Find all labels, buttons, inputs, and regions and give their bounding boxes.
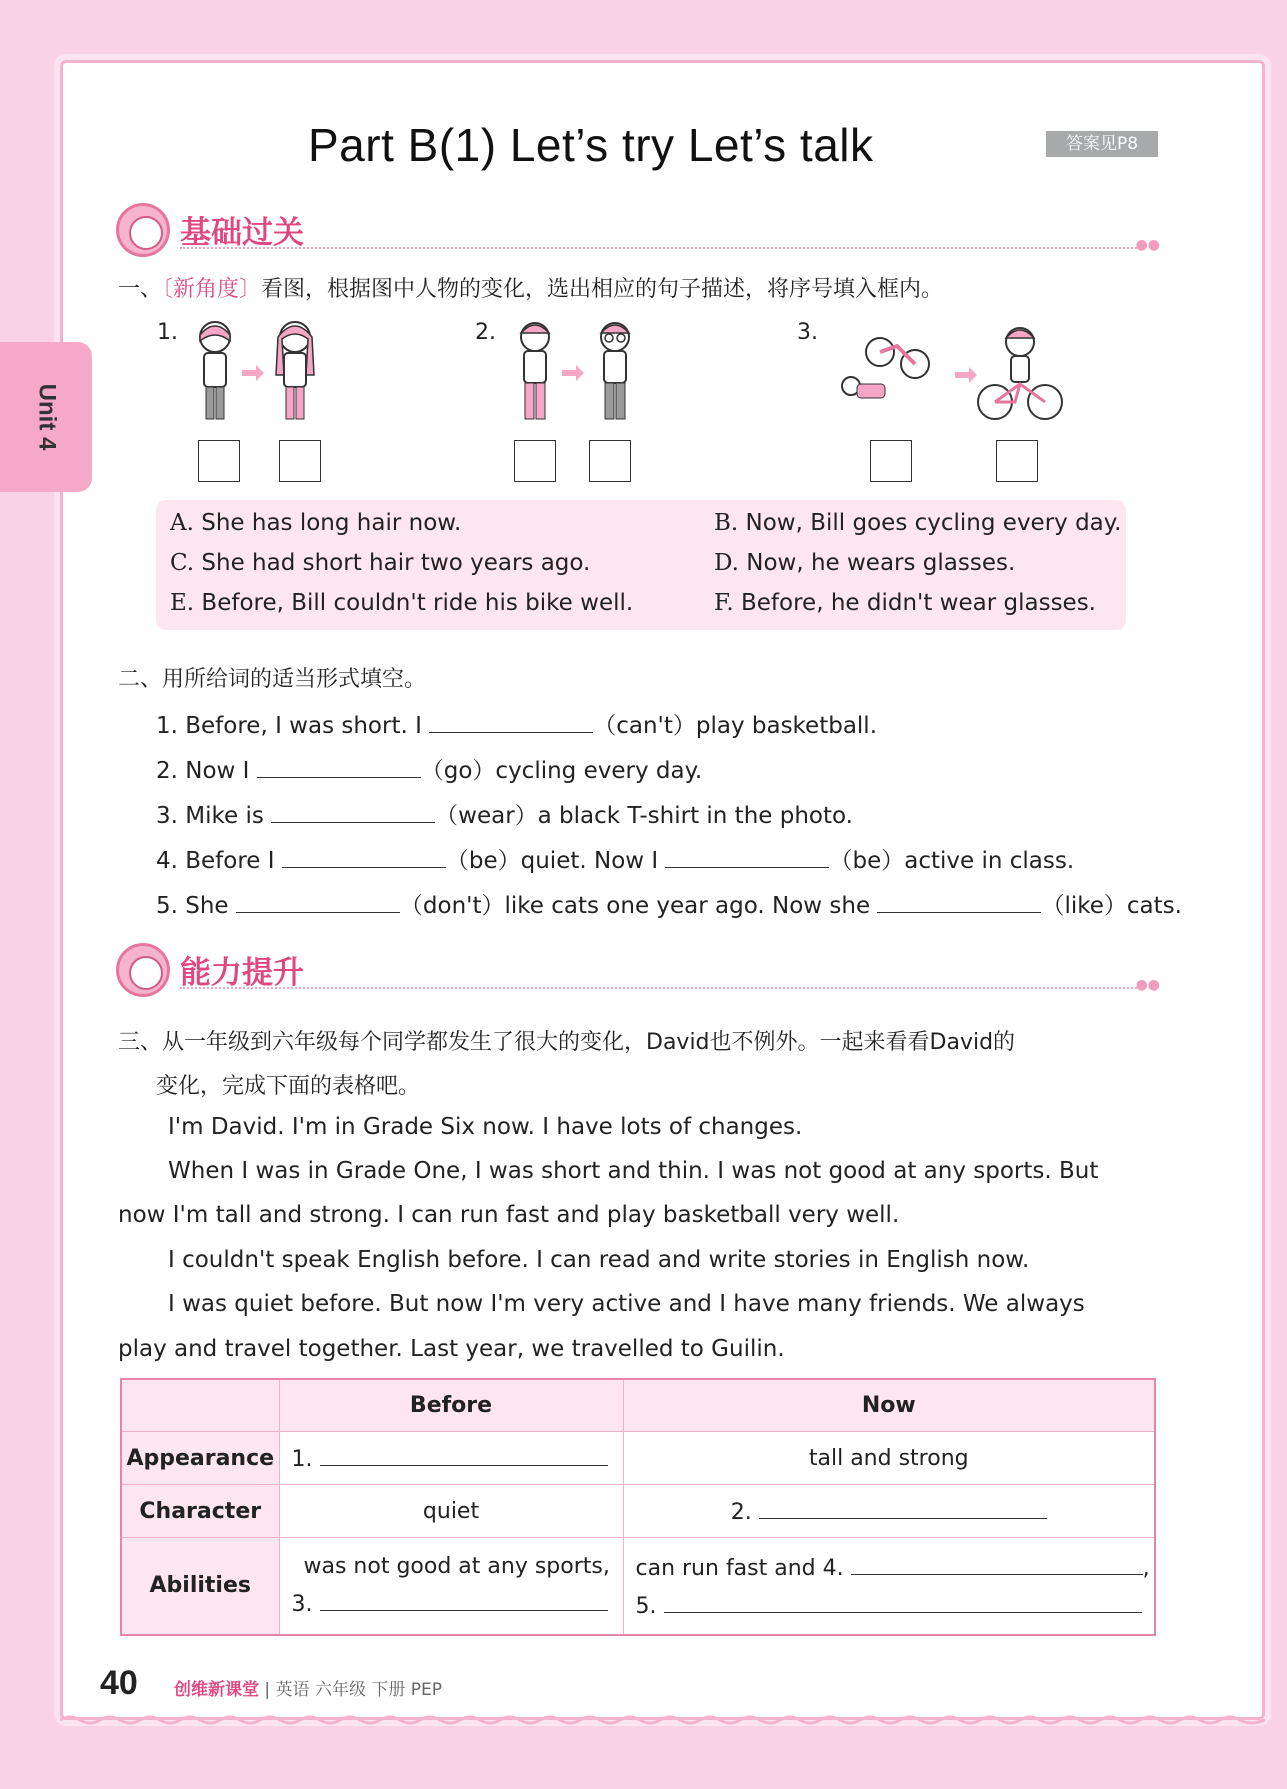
boy-glasses-figure (601, 323, 629, 419)
character-now-cell: 2. (623, 1485, 1155, 1538)
section-header-basic (116, 203, 1160, 259)
passage-line-5: I was quiet before. But now I'm very active and I have many friends. We always (168, 1291, 1085, 1317)
page-title: Part B(1) Let’s try Let’s talk (308, 119, 874, 171)
column-header-before: Before (279, 1379, 623, 1432)
section-label: 能力提升 (180, 955, 304, 991)
decorative-dots-icon: ●● (1135, 977, 1160, 993)
table-row (121, 1485, 1155, 1538)
unit-tab-label: Unit 4 (32, 383, 60, 451)
answer-blank[interactable] (851, 1553, 1143, 1575)
fill-item-5: 5. She （don't）like cats one year ago. Now she （like）cats. (156, 893, 1182, 919)
character-before-cell: quiet (279, 1485, 623, 1538)
passage-line-1: I'm David. I'm in Grade Six now. I have lots of changes. (168, 1114, 803, 1140)
footer-brand: 创维新课堂 (174, 1680, 259, 1700)
answer-box-3b[interactable] (996, 440, 1038, 482)
row-header-character: Character (121, 1485, 279, 1538)
answer-box-3a[interactable] (870, 440, 912, 482)
passage-line-3: now I'm tall and strong. I can run fast and play basketball very well. (118, 1202, 900, 1228)
section-divider (180, 987, 1140, 989)
picture-number-2: 2. (475, 320, 496, 345)
mascot-badge (116, 943, 170, 997)
answer-reference-badge: 答案见P8 (1046, 131, 1158, 157)
answer-blank[interactable] (236, 891, 400, 913)
column-header-now: Now (623, 1379, 1155, 1432)
fill-item-1: 1. Before, I was short. I （can't）play basketball. (156, 713, 878, 739)
table-corner-cell (121, 1379, 279, 1432)
decorative-dots-icon: ●● (1135, 237, 1160, 253)
footer-details: | 英语 六年级 下册 PEP (264, 1680, 442, 1700)
picture-bill-cycling-change (835, 322, 1065, 427)
wavy-border-bottom (60, 1714, 1265, 1726)
answer-blank[interactable] (664, 1591, 1142, 1613)
question-3-instruction-line2: 变化，完成下面的表格吧。 (156, 1074, 421, 1099)
answer-box-2a[interactable] (514, 440, 556, 482)
footer-info (174, 1675, 442, 1700)
girl-short-hair-figure (200, 322, 230, 419)
mascot-face-icon (129, 956, 163, 990)
row-header-appearance: Appearance (121, 1432, 279, 1485)
fill-item-3: 3. Mike is （wear）a black T-shirt in the photo. (156, 803, 853, 829)
question-1-instruction (118, 272, 943, 303)
fill-item-4: 4. Before I （be）quiet. Now I （be）active in class. (156, 848, 1075, 874)
table-row (121, 1432, 1155, 1485)
question-3-instruction-line1: 三、从一年级到六年级每个同学都发生了很大的变化，David也不例外。一起来看看David的 (118, 1030, 1016, 1055)
answer-blank[interactable] (665, 846, 829, 868)
answer-blank[interactable] (759, 1497, 1047, 1519)
answer-blank[interactable] (282, 846, 446, 868)
picture-girl-hair-change (190, 315, 330, 435)
arrow-right-icon (562, 365, 584, 381)
answer-box-1b[interactable] (279, 440, 321, 482)
question-tag: 〔新角度〕 (162, 277, 262, 302)
answer-blank[interactable] (320, 1444, 608, 1466)
answer-blank[interactable] (271, 801, 435, 823)
question-2-instruction: 二、用所给词的适当形式填空。 (118, 667, 427, 692)
picture-boy-glasses-change (510, 315, 650, 435)
row-header-abilities: Abilities (121, 1537, 279, 1635)
answer-blank[interactable] (429, 711, 593, 733)
appearance-before-cell: 1. (279, 1432, 623, 1485)
arrow-right-icon (242, 365, 264, 381)
passage-line-4: I couldn't speak English before. I can read and write stories in English now. (168, 1247, 1030, 1273)
answer-blank[interactable] (257, 756, 421, 778)
answer-blank[interactable] (877, 891, 1041, 913)
changes-table (120, 1378, 1156, 1636)
passage-line-6: play and travel together. Last year, we travelled to Guilin. (118, 1336, 785, 1362)
section-header-advanced (116, 943, 1160, 999)
answer-blank[interactable] (320, 1589, 608, 1611)
section-label: 基础过关 (180, 215, 304, 251)
question-text: 看图，根据图中人物的变化，选出相应的句子描述，将序号填入框内。 (261, 277, 944, 302)
appearance-now-cell: tall and strong (623, 1432, 1155, 1485)
passage-line-2: When I was in Grade One, I was short and thin. I was not good at any sports. But (168, 1158, 1099, 1184)
question-number: 一、 (118, 277, 163, 302)
mascot-face-icon (129, 216, 163, 250)
option-b: B. Now, Bill goes cycling every day. (714, 510, 1122, 536)
girl-long-hair-figure (276, 322, 314, 419)
boy-cycling-figure (978, 328, 1062, 419)
answer-box-1a[interactable] (198, 440, 240, 482)
page-number: 40 (100, 1664, 138, 1702)
option-e: E. Before, Bill couldn't ride his bike well. (170, 590, 634, 616)
table-row (121, 1537, 1155, 1635)
unit-side-tab (0, 342, 92, 492)
fallen-bike-figure (842, 338, 929, 398)
picture-number-1: 1. (157, 320, 178, 345)
option-c: C. She had short hair two years ago. (170, 550, 591, 576)
answer-box-2b[interactable] (589, 440, 631, 482)
boy-no-glasses-figure (521, 323, 549, 419)
mascot-badge (116, 203, 170, 257)
option-d: D. Now, he wears glasses. (714, 550, 1016, 576)
option-a: A. She has long hair now. (170, 510, 462, 536)
arrow-right-icon (955, 367, 977, 383)
abilities-now-cell: can run fast and 4. , 5. (623, 1537, 1155, 1635)
picture-number-3: 3. (797, 320, 818, 345)
option-f: F. Before, he didn't wear glasses. (714, 590, 1096, 616)
table-header-row (121, 1379, 1155, 1432)
options-panel (156, 500, 1126, 630)
section-divider (180, 247, 1140, 249)
fill-item-2: 2. Now I （go）cycling every day. (156, 758, 703, 784)
abilities-before-cell: was not good at any sports, 3. (279, 1537, 623, 1635)
